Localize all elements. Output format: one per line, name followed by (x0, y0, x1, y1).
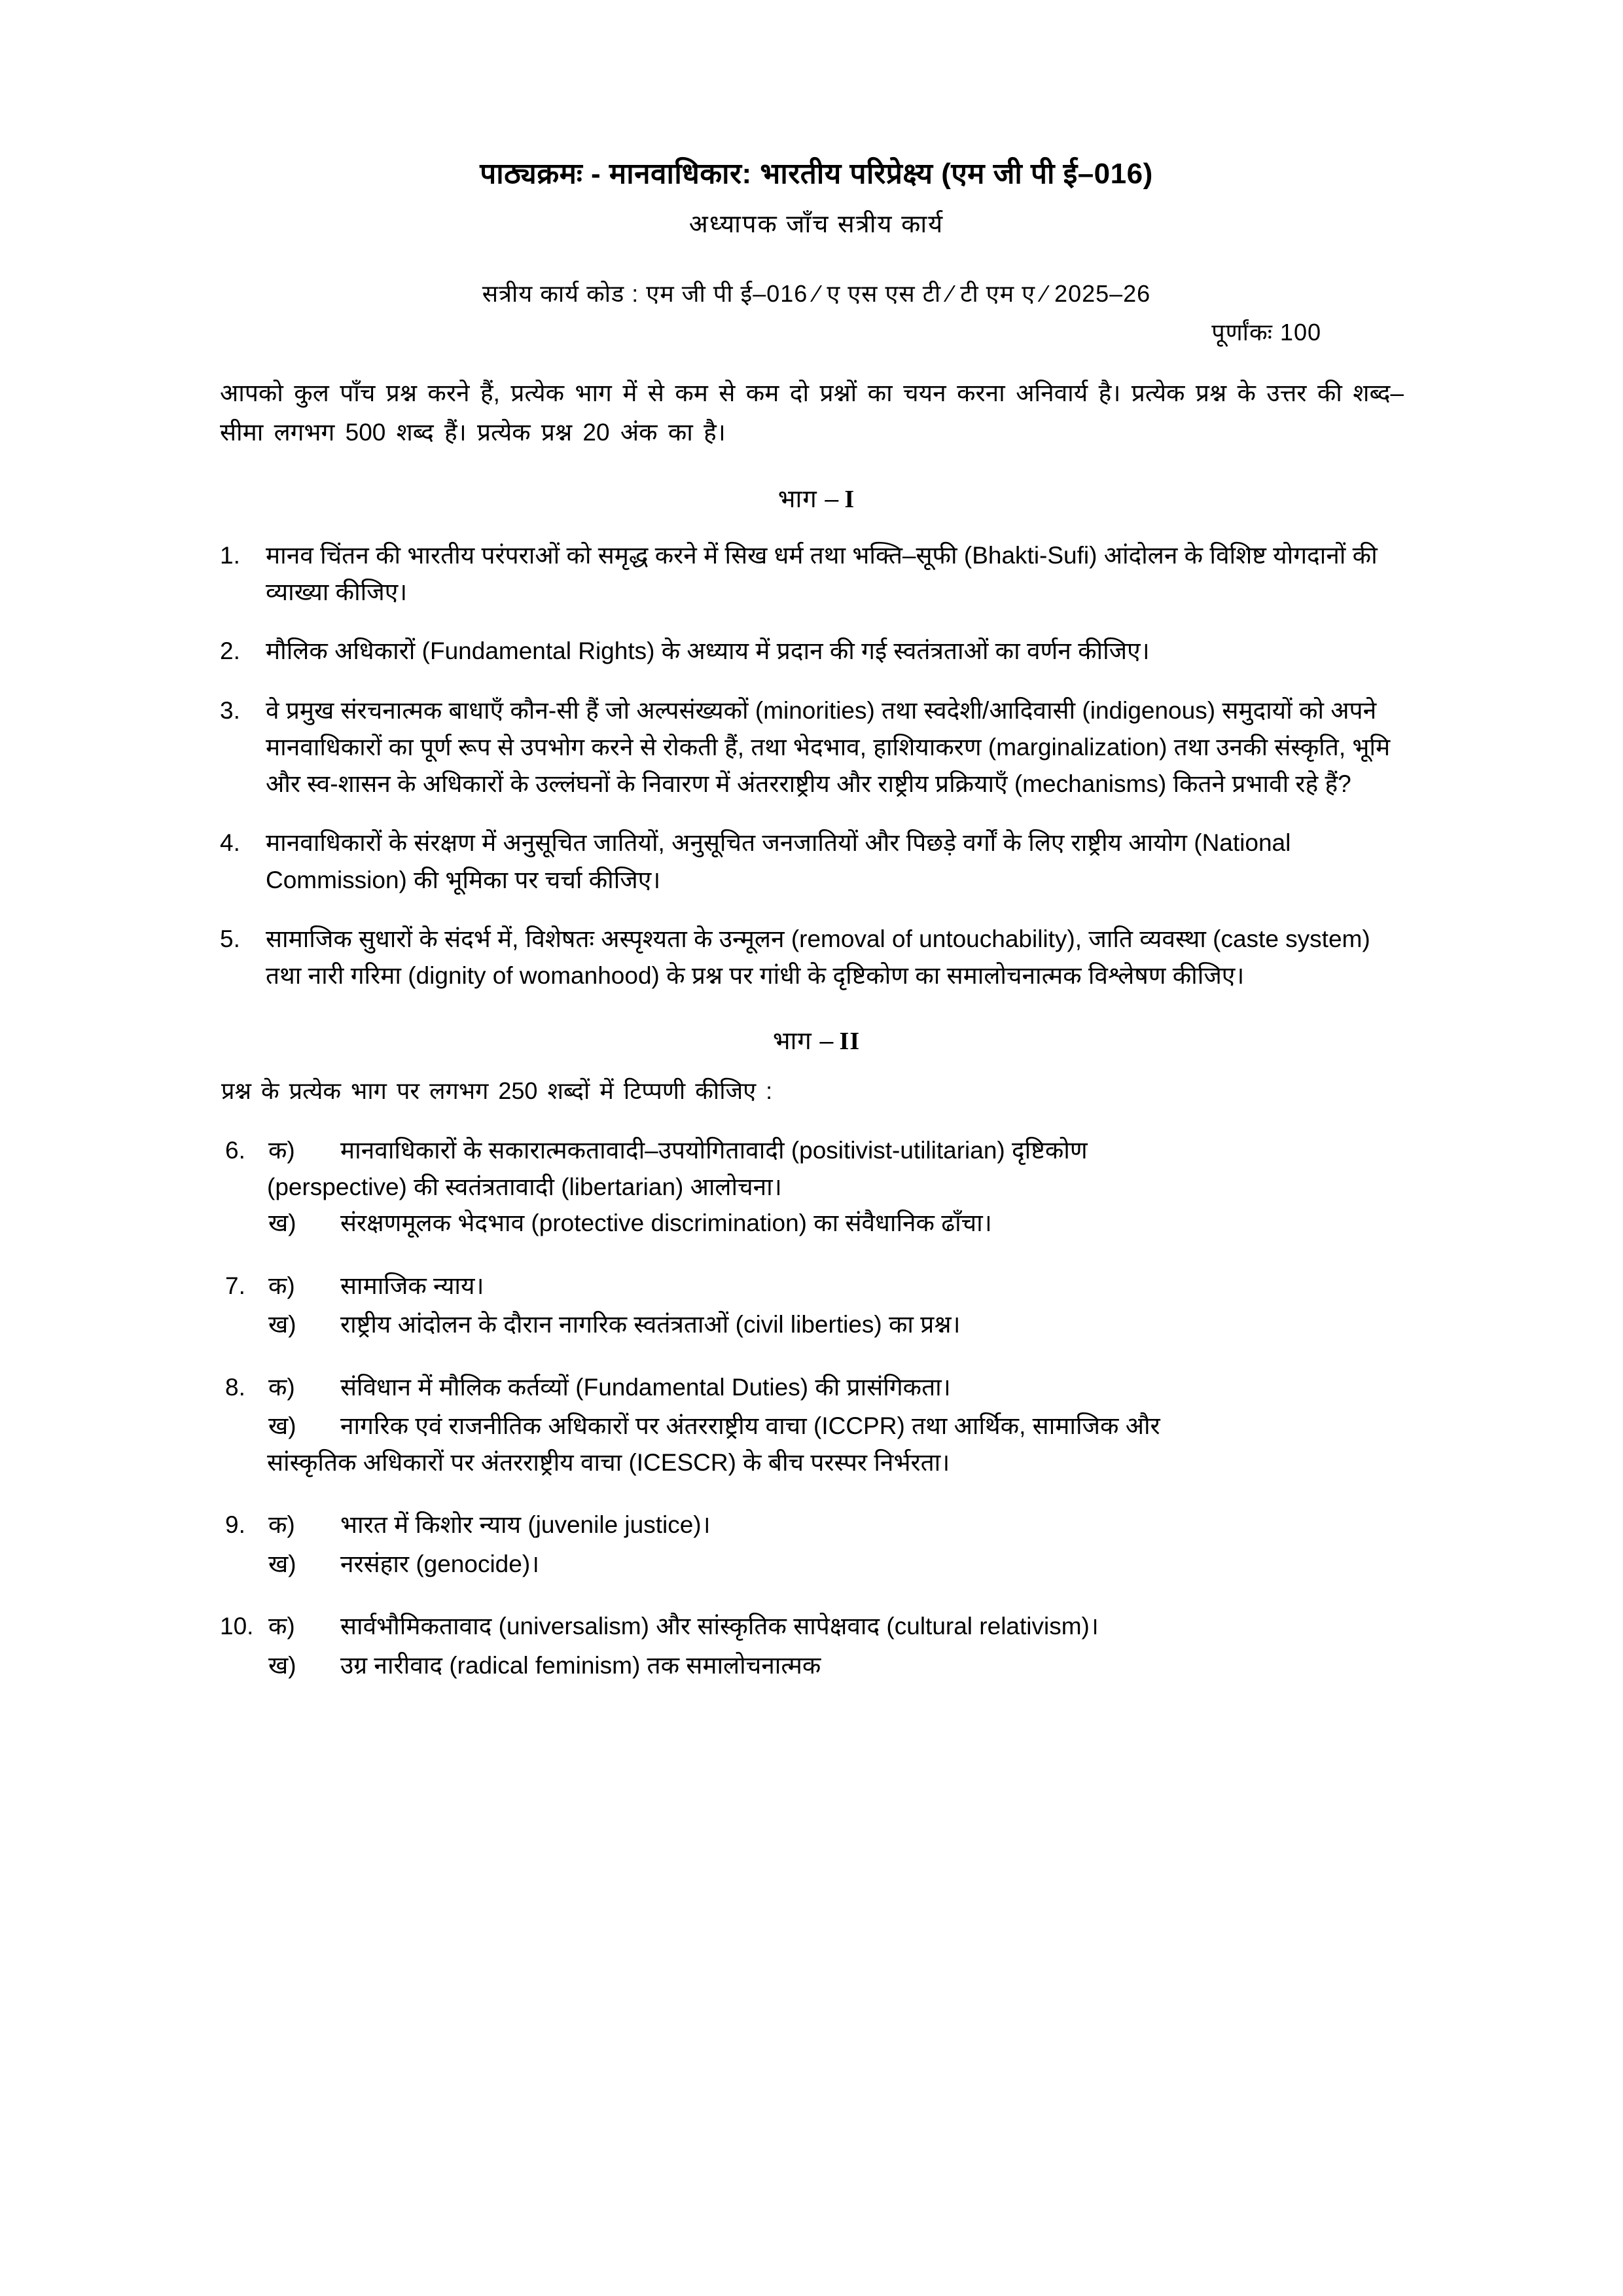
question-part-a (216, 1268, 1417, 1304)
question-part-b (216, 1647, 1417, 1684)
part-2-heading (216, 1023, 1417, 1057)
general-instructions: आपको कुल पाँच प्रश्न करने हैं, प्रत्येक भाग में से कम से कम दो प्रश्नों का चयन करना अनिवार्य है। प्रत्येक प्रश्न के उत्तर की शब्द–सीमा लगभग 500 शब्द हैं। प्रत्येक प्रश्न 20 अंक का है। (220, 380, 1404, 446)
part-1-roman: I (844, 485, 855, 513)
part-text: भारत में किशोर न्याय (juvenile justice)। (340, 1511, 711, 1539)
part-label: ख) (268, 1412, 296, 1440)
page-title: पाठ्यक्रमः - मानवाधिकार: भारतीय परिप्रेक्ष्य (एम जी पी ई–016) (480, 158, 1153, 190)
part-label: ख) (268, 1550, 296, 1577)
part-label: ख) (268, 1651, 296, 1679)
question-number: 4. (220, 829, 240, 857)
question-8 (216, 1369, 1417, 1481)
question-number: 3. (220, 696, 240, 724)
part-label: ख) (268, 1311, 296, 1338)
part-text: संविधान में मौलिक कर्तव्यों (Fundamental Duties) की प्रासंगिकता। (340, 1373, 951, 1401)
part-text: सामाजिक न्याय। (340, 1272, 484, 1299)
question-3 (216, 692, 1417, 803)
question-part-a (216, 1608, 1417, 1645)
part-text: सार्वभौमिकतावाद (universalism) और सांस्कृतिक सापेक्षवाद (cultural relativism)। (340, 1613, 1099, 1640)
part-label: क) (268, 1373, 295, 1401)
part-text-continuation: (perspective) की स्वतंत्रतावादी (libertarian) आलोचना। (267, 1173, 782, 1200)
question-9 (216, 1507, 1417, 1582)
part-text: मानवाधिकारों के सकारात्मकतावादी–उपयोगितावादी (positivist-utilitarian) दृष्टिकोण (340, 1137, 1088, 1164)
part-text: नरसंहार (genocide)। (340, 1550, 540, 1577)
part-text: उग्र नारीवाद (radical feminism) तक समालोचनात्मक (340, 1651, 821, 1679)
part-text: नागरिक एवं राजनीतिक अधिकारों पर अंतरराष्ट्रीय वाचा (ICCPR) तथा आर्थिक, सामाजिक और (340, 1412, 1160, 1440)
question-7 (216, 1268, 1417, 1343)
question-number: 6. (225, 1137, 245, 1164)
question-number: 1. (220, 541, 240, 569)
question-part-b (216, 1546, 1417, 1583)
part-label: ख) (268, 1210, 296, 1237)
page-subtitle: अध्यापक जाँच सत्रीय कार्य (688, 211, 944, 238)
part-text: संरक्षणमूलक भेदभाव (protective discrimination) का संवैधानिक ढाँचा। (340, 1210, 992, 1237)
part-label: क) (268, 1137, 295, 1164)
total-marks: पूर्णांकः 100 (1211, 319, 1321, 346)
assignment-code: सत्रीय कार्य कोड : एम जी पी ई–016 ⁄ ए एस एस टी ⁄ टी एम ए ⁄ 2025–26 (482, 280, 1151, 307)
question-text: मानवाधिकारों के संरक्षण में अनुसूचित जातियों, अनुसूचित जनजातियों और पिछड़े वर्गों के लिए राष्ट्रीय आयोग (National Commission) की भूमिका पर चर्चा कीजिए। (266, 829, 1291, 893)
question-text: सामाजिक सुधारों के संदर्भ में, विशेषतः अस्पृश्यता के उन्मूलन (removal of untouchability), जाति व्यवस्था (caste system) तथा नारी गरिमा (dignity of womanhood) के प्रश्न पर गांधी के दृष्टिकोण का समालोचनात्मक विश्लेषण कीजिए। (266, 925, 1370, 989)
question-part-b (216, 1306, 1417, 1343)
question-text: मानव चिंतन की भारतीय परंपराओं को समृद्ध करने में सिख धर्म तथा भक्ति–सूफी (Bhakti-Sufi) आंदोलन के विशिष्ट योगदानों की व्याख्या कीजिए। (266, 541, 1378, 606)
question-number: 10. (220, 1613, 254, 1640)
part-text-continuation: सांस्कृतिक अधिकारों पर अंतरराष्ट्रीय वाचा (ICESCR) के बीच परस्पर निर्भरता। (267, 1448, 950, 1476)
question-1 (216, 537, 1417, 611)
question-part-a (216, 1369, 1417, 1406)
part-label: क) (268, 1272, 295, 1299)
question-10 (216, 1608, 1417, 1683)
part-label: क) (268, 1613, 295, 1640)
question-part-a (216, 1507, 1417, 1543)
question-number: 2. (220, 637, 240, 665)
page-content (216, 0, 1417, 1683)
question-number: 8. (225, 1373, 245, 1401)
question-part-a (216, 1132, 1417, 1169)
question-5 (216, 921, 1417, 994)
part-1-label: भाग – (777, 485, 840, 513)
question-4 (216, 825, 1417, 898)
part-label: क) (268, 1511, 295, 1539)
part-2-instructions: प्रश्न के प्रत्येक भाग पर लगभग 250 शब्दों में टिप्पणी कीजिए : (221, 1077, 773, 1105)
question-number: 5. (220, 925, 240, 952)
question-text: वे प्रमुख संरचनात्मक बाधाएँ कौन-सी हैं जो अल्पसंख्यकों (minorities) तथा स्वदेशी/आदिवासी (indigenous) समुदायों को अपने मानवाधिकारों का पूर्ण रूप से उपभोग करने से रोकती हैं, तथा भेदभाव, हाशियाकरण (marginalization) तथा उनकी संस्कृति, भूमि और स्व-शासन के अधिकारों के उल्लंघनों के निवारण में अंतरराष्ट्रीय और राष्ट्रीय प्रक्रियाएँ (mechanisms) कितने प्रभावी रहे हैं? (266, 696, 1391, 798)
question-6 (216, 1132, 1417, 1242)
question-text: मौलिक अधिकारों (Fundamental Rights) के अध्याय में प्रदान की गई स्वतंत्रताओं का वर्णन कीजिए। (266, 637, 1150, 665)
question-part-b (216, 1205, 1417, 1242)
question-number: 9. (225, 1511, 245, 1539)
question-part-b (216, 1408, 1417, 1444)
question-number: 7. (225, 1272, 245, 1299)
question-2 (216, 633, 1417, 670)
part-2-label: भाग – (772, 1028, 834, 1056)
part-1-heading (216, 481, 1417, 515)
part-text: राष्ट्रीय आंदोलन के दौरान नागरिक स्वतंत्रताओं (civil liberties) का प्रश्न। (340, 1311, 961, 1338)
part-2-roman: II (839, 1028, 861, 1056)
